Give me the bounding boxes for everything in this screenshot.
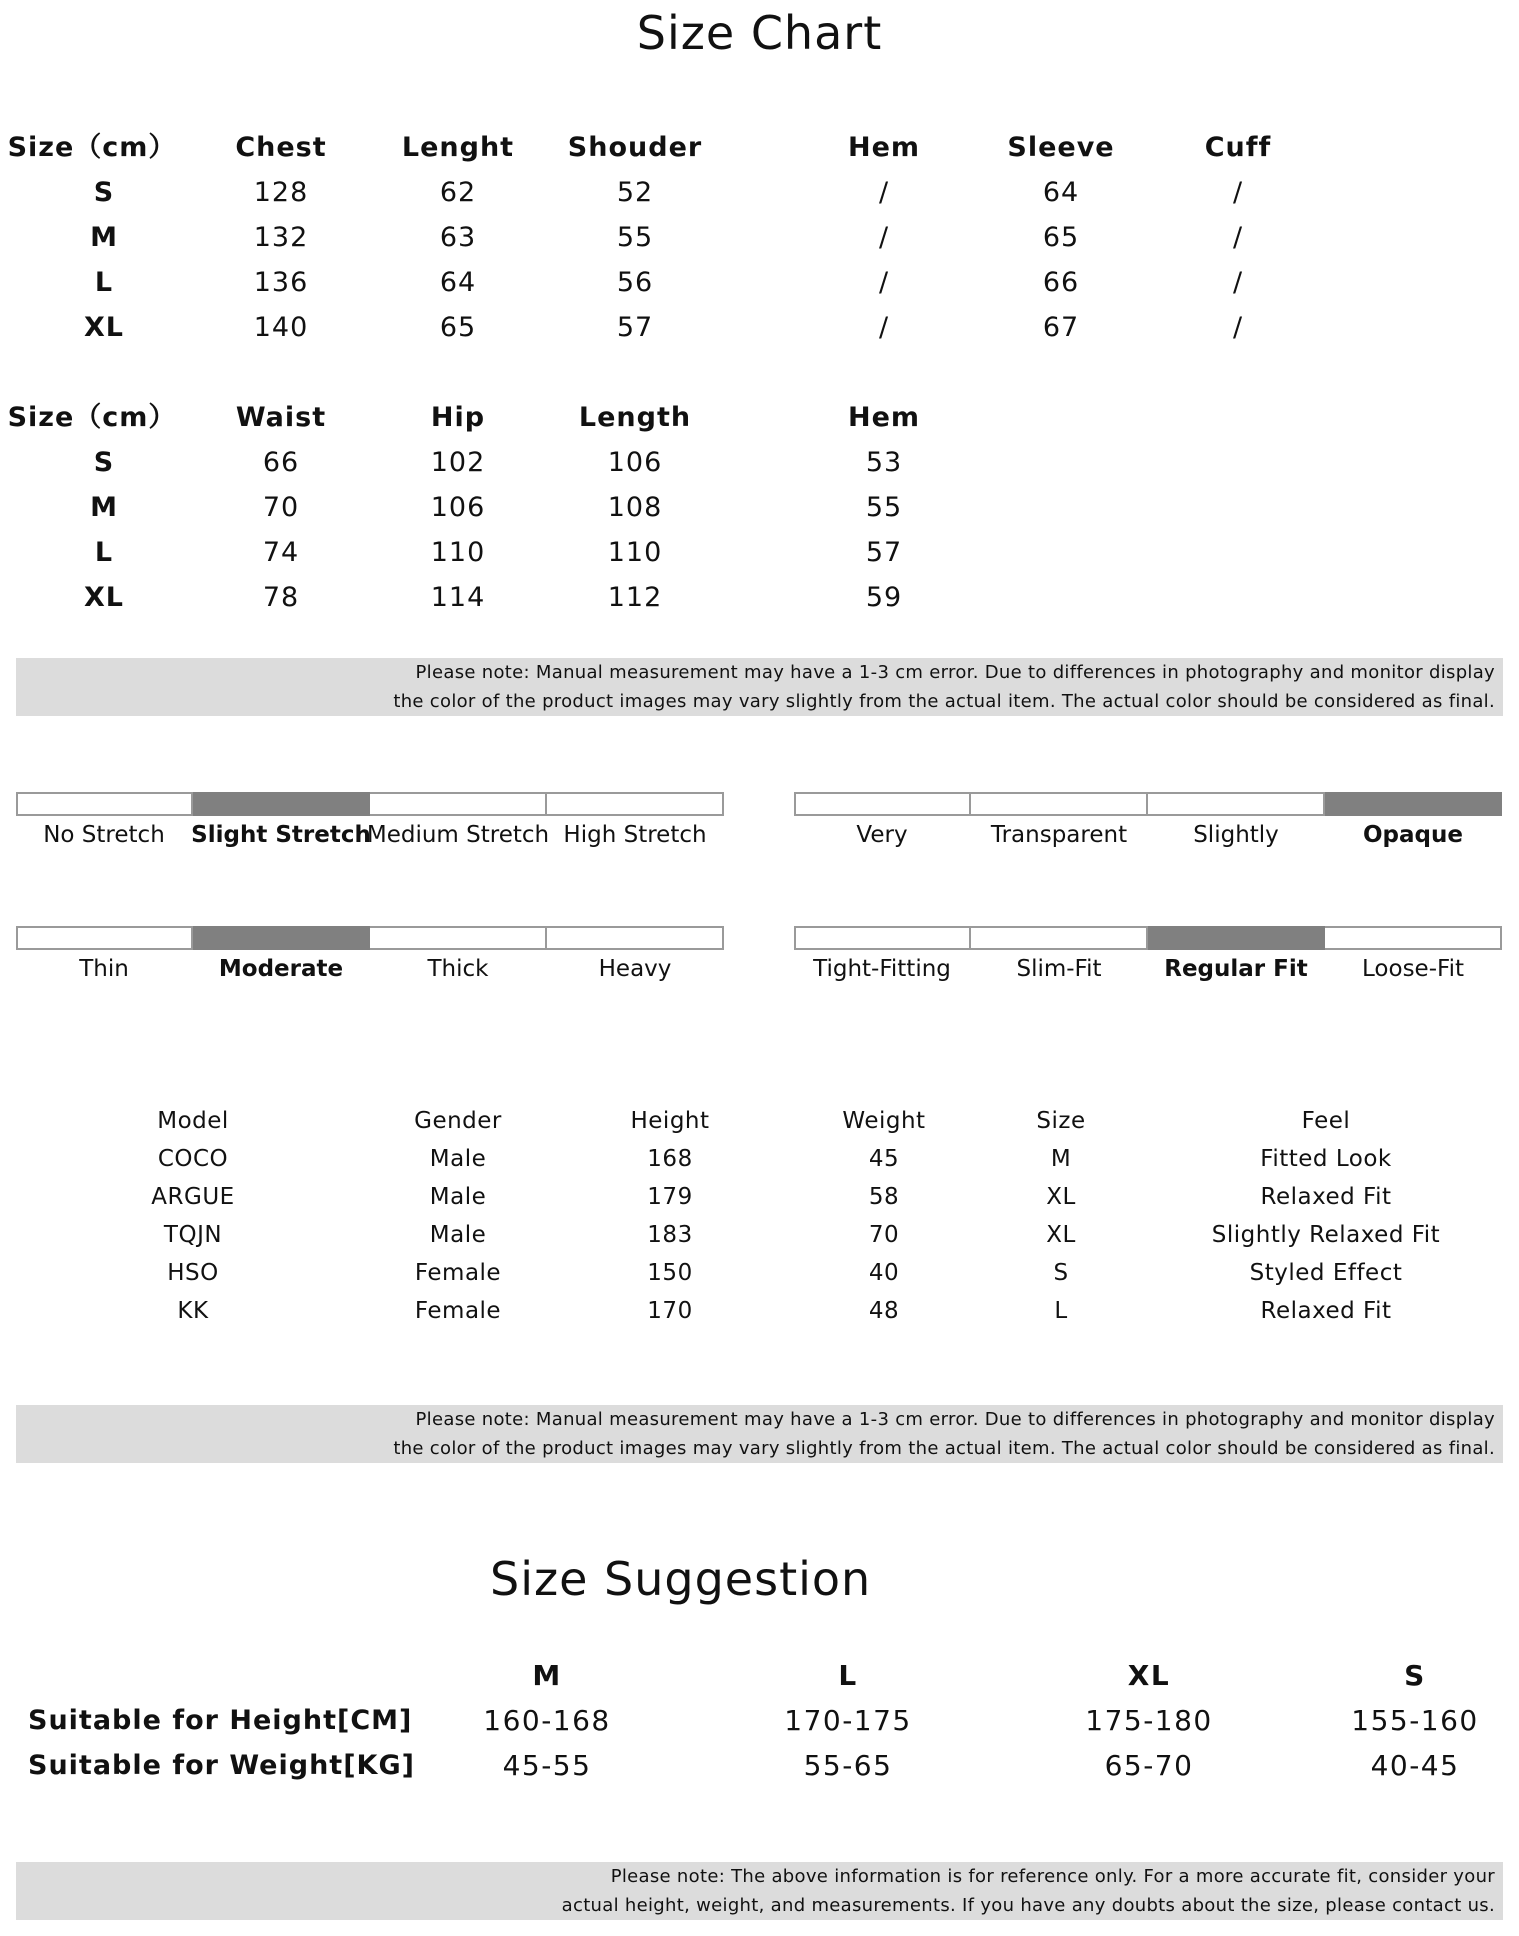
table-cell: 65 xyxy=(439,312,477,343)
note-line-1: Please note: Manual measurement may have a 1-3 cm error. Due to differences in photography and monitor display xyxy=(415,662,1495,683)
table-row xyxy=(0,215,1519,260)
fit-label: Tight-Fitting xyxy=(813,956,951,982)
column-header: Size xyxy=(1036,1108,1086,1134)
table-header-row xyxy=(0,395,1519,440)
fit-segment xyxy=(1148,926,1325,950)
table-cell: 150 xyxy=(647,1260,693,1286)
table-cell: XL xyxy=(1046,1184,1076,1210)
fit-label: Regular Fit xyxy=(1164,956,1308,982)
column-header: Weight xyxy=(842,1108,926,1134)
table-cell: 140 xyxy=(253,312,309,343)
table-cell: 57 xyxy=(865,537,903,568)
table-cell: / xyxy=(1232,267,1244,298)
transparency-label: Slightly xyxy=(1193,822,1279,848)
suggestion-note-line-2: actual height, weight, and measurements. If you have any doubts about the size, please contact us. xyxy=(561,1895,1495,1916)
table-cell: Male xyxy=(429,1184,487,1210)
size-label: XL xyxy=(83,312,125,343)
table-row xyxy=(0,170,1519,215)
size-suggestion-title: Size Suggestion xyxy=(490,1552,872,1606)
column-header: Chest xyxy=(235,132,327,163)
table-cell: 170 xyxy=(647,1298,693,1324)
fit-segment xyxy=(794,926,971,950)
table-cell: 48 xyxy=(868,1298,900,1324)
table-cell: TQJN xyxy=(163,1222,223,1248)
table-cell: Fitted Look xyxy=(1260,1146,1392,1172)
suggestion-weight-row xyxy=(0,1743,1519,1788)
column-header: Sleeve xyxy=(1007,132,1115,163)
size-label: L xyxy=(838,1659,858,1692)
weight-range: 40-45 xyxy=(1370,1749,1460,1782)
table-row xyxy=(0,530,1519,575)
size-label: S xyxy=(93,177,115,208)
table-cell: Relaxed Fit xyxy=(1260,1298,1392,1324)
thickness-label: Moderate xyxy=(218,956,344,982)
thickness-segment xyxy=(547,926,724,950)
table-cell: / xyxy=(1232,312,1244,343)
table-cell: 74 xyxy=(262,537,300,568)
table-cell: / xyxy=(1232,222,1244,253)
stretch-label: Slight Stretch xyxy=(191,822,371,848)
table-cell: 55 xyxy=(616,222,654,253)
height-range: 160-168 xyxy=(483,1704,611,1737)
table-cell: 57 xyxy=(616,312,654,343)
table-cell: 136 xyxy=(253,267,309,298)
column-header: Lenght xyxy=(401,132,515,163)
table-cell: KK xyxy=(177,1298,209,1324)
table-cell: 67 xyxy=(1042,312,1080,343)
table-cell: 132 xyxy=(253,222,309,253)
table-cell: / xyxy=(1232,177,1244,208)
stretch-label: No Stretch xyxy=(43,822,165,848)
table-cell: 66 xyxy=(262,447,300,478)
column-header: Height xyxy=(630,1108,710,1134)
size-label: S xyxy=(1404,1659,1426,1692)
table-cell: 56 xyxy=(616,267,654,298)
table-cell: 108 xyxy=(607,492,663,523)
fit-segment xyxy=(1325,926,1502,950)
model-note-line-1: Please note: Manual measurement may have a 1-3 cm error. Due to differences in photography and monitor display xyxy=(415,1409,1495,1430)
table-cell: Male xyxy=(429,1222,487,1248)
thickness-label: Heavy xyxy=(598,956,672,982)
table-cell: L xyxy=(1054,1298,1068,1324)
table-cell: Relaxed Fit xyxy=(1260,1184,1392,1210)
column-header: Hem xyxy=(847,132,921,163)
table-cell: 106 xyxy=(430,492,486,523)
table-cell: 183 xyxy=(647,1222,693,1248)
table-cell: 64 xyxy=(1042,177,1080,208)
fit-segment xyxy=(971,926,1148,950)
thickness-labels xyxy=(16,956,724,990)
size-label: M xyxy=(90,222,118,253)
table-row xyxy=(0,485,1519,530)
fit-labels xyxy=(794,956,1502,990)
table-cell: 45 xyxy=(868,1146,900,1172)
thickness-segment xyxy=(16,926,193,950)
table-row xyxy=(0,440,1519,485)
table-cell: 55 xyxy=(865,492,903,523)
column-header: Shouder xyxy=(567,132,703,163)
table-cell: 66 xyxy=(1042,267,1080,298)
size-label: XL xyxy=(1127,1659,1171,1692)
table-cell: / xyxy=(878,312,890,343)
fit-label: Loose-Fit xyxy=(1362,956,1464,982)
thickness-segment xyxy=(370,926,547,950)
column-header: Waist xyxy=(235,402,327,433)
stretch-label: High Stretch xyxy=(563,822,707,848)
stretch-label: Medium Stretch xyxy=(366,822,550,848)
table-row xyxy=(0,575,1519,620)
table-cell: 102 xyxy=(430,447,486,478)
column-header: Cuff xyxy=(1204,132,1272,163)
height-range: 155-160 xyxy=(1351,1704,1479,1737)
table-cell: Female xyxy=(414,1260,502,1286)
table-cell: 179 xyxy=(647,1184,693,1210)
model-row xyxy=(0,1289,1519,1334)
table-cell: 70 xyxy=(262,492,300,523)
table-cell: 65 xyxy=(1042,222,1080,253)
table-cell: 106 xyxy=(607,447,663,478)
table-cell: HSO xyxy=(167,1260,219,1286)
weight-row-label: Suitable for Weight[KG] xyxy=(28,1750,415,1781)
table-row xyxy=(0,260,1519,305)
fit-label: Slim-Fit xyxy=(1016,956,1102,982)
column-header: Hem xyxy=(847,402,921,433)
table-cell: 58 xyxy=(868,1184,900,1210)
table-cell: M xyxy=(1050,1146,1072,1172)
transparency-segment xyxy=(971,792,1148,816)
stretch-labels xyxy=(16,822,724,856)
thickness-label: Thin xyxy=(79,956,129,982)
table-cell: S xyxy=(1053,1260,1069,1286)
size-label: M xyxy=(532,1659,562,1692)
suggestion-size-row xyxy=(0,1653,1519,1698)
measurement-note xyxy=(16,658,1503,716)
table-row xyxy=(0,305,1519,350)
table-cell: ARGUE xyxy=(151,1184,235,1210)
suggestion-note xyxy=(16,1862,1503,1920)
column-header: Model xyxy=(157,1108,229,1134)
height-range: 170-175 xyxy=(784,1704,912,1737)
stretch-segment xyxy=(370,792,547,816)
column-header: Hip xyxy=(430,402,486,433)
table-cell: 110 xyxy=(430,537,486,568)
weight-range: 45-55 xyxy=(502,1749,592,1782)
size-label: L xyxy=(94,537,114,568)
table-cell: 128 xyxy=(253,177,309,208)
stretch-segment xyxy=(193,792,370,816)
model-note-line-2: the color of the product images may vary slightly from the actual item. The actual color should be considered as final. xyxy=(393,1438,1495,1459)
table-cell: 63 xyxy=(439,222,477,253)
transparency-segment xyxy=(1148,792,1325,816)
transparency-segment xyxy=(794,792,971,816)
table-cell: 168 xyxy=(647,1146,693,1172)
thickness-segment xyxy=(193,926,370,950)
stretch-segment xyxy=(16,792,193,816)
table-cell: 110 xyxy=(607,537,663,568)
model-note xyxy=(16,1405,1503,1463)
size-label: S xyxy=(93,447,115,478)
table-cell: 78 xyxy=(262,582,300,613)
size-label: M xyxy=(90,492,118,523)
table-cell: 70 xyxy=(868,1222,900,1248)
page-title: Size Chart xyxy=(636,6,883,60)
table-cell: Slightly Relaxed Fit xyxy=(1211,1222,1441,1248)
table-header-row xyxy=(0,125,1519,170)
size-label: XL xyxy=(83,582,125,613)
table-cell: 112 xyxy=(607,582,663,613)
transparency-scale xyxy=(794,792,1502,816)
suggestion-height-row xyxy=(0,1698,1519,1743)
column-header: Length xyxy=(578,402,692,433)
column-header: Gender xyxy=(414,1108,502,1134)
suggestion-note-line-1: Please note: The above information is for reference only. For a more accurate fit, consider your xyxy=(610,1866,1495,1887)
size-label: L xyxy=(94,267,114,298)
table-cell: Styled Effect xyxy=(1249,1260,1403,1286)
table-cell: 59 xyxy=(865,582,903,613)
table-cell: 64 xyxy=(439,267,477,298)
transparency-label: Transparent xyxy=(990,822,1128,848)
weight-range: 55-65 xyxy=(803,1749,893,1782)
note-line-2: the color of the product images may vary slightly from the actual item. The actual color should be considered as final. xyxy=(393,691,1495,712)
thickness-scale xyxy=(16,926,724,950)
height-row-label: Suitable for Height[CM] xyxy=(28,1705,413,1736)
height-range: 175-180 xyxy=(1085,1704,1213,1737)
table-cell: Female xyxy=(414,1298,502,1324)
transparency-labels xyxy=(794,822,1502,856)
table-cell: / xyxy=(878,222,890,253)
table-cell: 114 xyxy=(430,582,486,613)
table-cell: 40 xyxy=(868,1260,900,1286)
table-cell: COCO xyxy=(157,1146,229,1172)
weight-range: 65-70 xyxy=(1104,1749,1194,1782)
transparency-label: Opaque xyxy=(1363,822,1463,848)
table-cell: XL xyxy=(1046,1222,1076,1248)
transparency-segment xyxy=(1325,792,1502,816)
stretch-scale xyxy=(16,792,724,816)
table-cell: Male xyxy=(429,1146,487,1172)
column-header: Size（cm） xyxy=(7,132,177,163)
transparency-label: Very xyxy=(856,822,908,848)
column-header: Feel xyxy=(1301,1108,1351,1134)
table-cell: 62 xyxy=(439,177,477,208)
table-cell: 52 xyxy=(616,177,654,208)
thickness-label: Thick xyxy=(427,956,489,982)
table-cell: / xyxy=(878,177,890,208)
stretch-segment xyxy=(547,792,724,816)
table-cell: / xyxy=(878,267,890,298)
fit-scale xyxy=(794,926,1502,950)
table-cell: 53 xyxy=(865,447,903,478)
column-header: Size（cm） xyxy=(7,402,177,433)
